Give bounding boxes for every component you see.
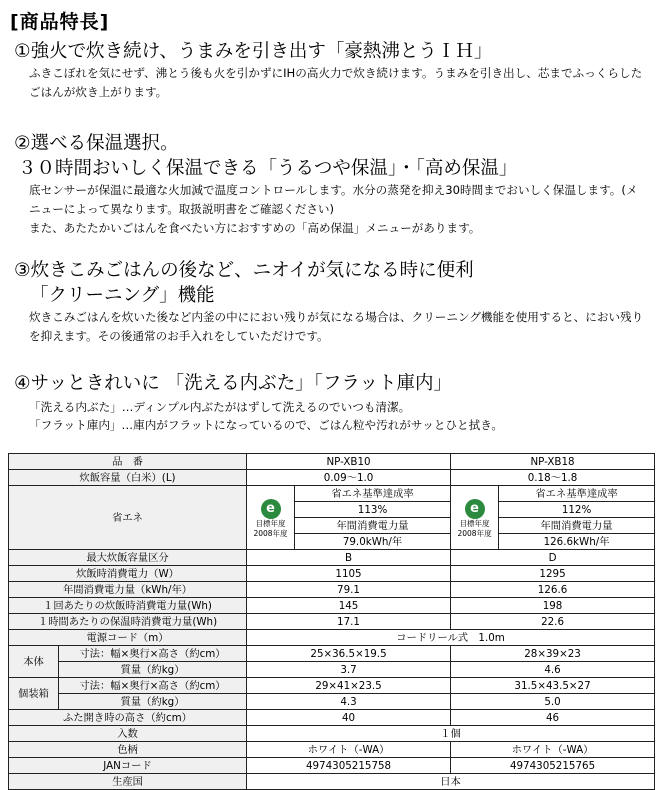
spec-value: 1105 (247, 566, 451, 582)
rate-1: 113% (295, 502, 451, 518)
feature-subtitle: 「クリーニング」機能 (30, 285, 215, 306)
feature-title: ①強火で炊き続け、うまみを引き出す「豪熱沸とうＩＨ」 (14, 41, 493, 62)
spec-value: 22.6 (451, 614, 655, 630)
capacity-2: 0.18～1.8 (451, 470, 655, 486)
pkg-dims-label: 寸法：幅×奥行×高さ（約cm） (59, 678, 247, 694)
table-row (9, 454, 655, 470)
feature-title: ③炊きこみごはんの後など、ニオイが気になる時に便利 (14, 260, 474, 281)
cord-label: 電源コード（m） (9, 630, 247, 646)
quantity-label: 入数 (9, 726, 247, 742)
pkg-dims-1: 29×41×23.5 (247, 678, 451, 694)
pkg-weight-2: 5.0 (451, 694, 655, 710)
eco-caption: 目標年度 (255, 518, 286, 528)
spec-value: 198 (451, 598, 655, 614)
weight-1: 3.7 (247, 662, 451, 678)
lid-2: 46 (451, 710, 655, 726)
jan-label: JANコード (9, 758, 247, 774)
feature-2 (14, 131, 649, 238)
table-row (9, 662, 655, 678)
table-row (9, 582, 655, 598)
table-row (9, 694, 655, 710)
color-label: 色柄 (9, 742, 247, 758)
model-1: NP-XB10 (247, 454, 451, 470)
origin-label: 生産国 (9, 774, 247, 790)
feature-sub-2: 「フラット庫内」…庫内がフラットになっているので、ごはん粒や汚れがサッとひと拭き。 (29, 418, 503, 432)
spec-label: 年間消費電力量（kWh/年） (9, 582, 247, 598)
table-row (9, 614, 655, 630)
eco-mark-icon: e (261, 499, 281, 519)
feature-body-2: また、あたたかいごはんを食べたい方におすすめの「高め保温」メニューがあります。 (29, 221, 481, 235)
color-1: ホワイト（-WA） (247, 742, 451, 758)
pkg-dims-2: 31.5×43.5×27 (451, 678, 655, 694)
feature-body: 炊きこみごはんを炊いた後など内釜の中ににおい残りが気になる場合は、クリーニング機能を使用すると、におい残りを抑えます。その後通常のお手入れをしていただけです。 (29, 310, 644, 343)
jan-1: 4974305215758 (247, 758, 451, 774)
spec-value: 79.1 (247, 582, 451, 598)
spec-label: １時間あたりの保温時消費電力量(Wh) (9, 614, 247, 630)
table-row (9, 630, 655, 646)
table-row (9, 550, 655, 566)
feature-title: ④サッときれいに 「洗える内ぶた」「フラット庫内」 (14, 373, 452, 394)
table-row (9, 726, 655, 742)
eco-caption: 2008年度 (253, 528, 288, 538)
table-row (9, 646, 655, 662)
energy-label: 省エネ (9, 486, 247, 550)
spec-table (8, 453, 655, 790)
feature-title: ②選べる保温選択。 (14, 133, 179, 154)
annual-label-1: 年間消費電力量 (295, 518, 451, 534)
annual-1: 79.0kWh/年 (295, 534, 451, 550)
color-2: ホワイト（-WA） (451, 742, 655, 758)
capacity-label: 炊飯容量（白米）(L) (9, 470, 247, 486)
eco-caption: 目標年度 (459, 518, 490, 528)
annual-2: 126.6kWh/年 (499, 534, 655, 550)
pkg-weight-1: 4.3 (247, 694, 451, 710)
lid-1: 40 (247, 710, 451, 726)
spec-value: 17.1 (247, 614, 451, 630)
dims-2: 28×39×23 (451, 646, 655, 662)
feature-3 (14, 258, 649, 346)
dims-1: 25×36.5×19.5 (247, 646, 451, 662)
model-label: 品 番 (9, 454, 247, 470)
rate-2: 112% (499, 502, 655, 518)
section-header: [商品特長] (10, 11, 110, 33)
spec-value: 1295 (451, 566, 655, 582)
rate-label-2: 省エネ基準達成率 (499, 486, 655, 502)
weight-2: 4.6 (451, 662, 655, 678)
spec-value: D (451, 550, 655, 566)
feature-body: ふきこぼれを気にせず、沸とう後も火を引かずにIHの高火力で炊き続けます。うまみを引き出し、芯までふっくらしたごはんが炊き上がります。 (29, 66, 643, 99)
spec-value: 145 (247, 598, 451, 614)
feature-1 (14, 39, 649, 102)
main-body-label: 本体 (9, 646, 59, 678)
spec-value: B (247, 550, 451, 566)
rate-label-1: 省エネ基準達成率 (295, 486, 451, 502)
lid-label: ふた開き時の高さ（約cm） (9, 710, 247, 726)
eco-mark-1 (247, 486, 295, 550)
annual-label-2: 年間消費電力量 (499, 518, 655, 534)
dims-label: 寸法：幅×奥行×高さ（約cm） (59, 646, 247, 662)
feature-4 (14, 371, 503, 434)
table-row (9, 710, 655, 726)
weight-label: 質量（約kg） (59, 662, 247, 678)
table-row (9, 678, 655, 694)
table-row (9, 774, 655, 790)
spec-value: 126.6 (451, 582, 655, 598)
eco-mark-2 (451, 486, 499, 550)
capacity-1: 0.09～1.0 (247, 470, 451, 486)
jan-2: 4974305215765 (451, 758, 655, 774)
pkg-weight-label: 質量（約kg） (59, 694, 247, 710)
spec-label: 最大炊飯容量区分 (9, 550, 247, 566)
table-row (9, 742, 655, 758)
quantity-value: １個 (247, 726, 655, 742)
table-row (9, 470, 655, 486)
model-2: NP-XB18 (451, 454, 655, 470)
feature-sub-1: 「洗える内ぶた」…ディンプル内ぶたがはずして洗えるのでいつも清潔。 (29, 400, 411, 414)
eco-mark-icon: e (465, 499, 485, 519)
spec-label: 炊飯時消費電力（W） (9, 566, 247, 582)
package-label: 個装箱 (9, 678, 59, 710)
eco-caption: 2008年度 (457, 528, 492, 538)
table-row (9, 598, 655, 614)
cord-value: コードリール式 1.0m (247, 630, 655, 646)
table-row (9, 758, 655, 774)
origin-value: 日本 (247, 774, 655, 790)
table-row (9, 566, 655, 582)
feature-body: 底センサーが保温に最適な火加減で温度コントロールします。水分の蒸発を抑え30時間までおいしく保温します。(メニューによって異なります。取扱説明書をご確認ください) (29, 183, 638, 216)
feature-subtitle: ３０時間おいしく保温できる「うるつや保温」・「高め保温」 (18, 158, 518, 179)
spec-label: １回あたりの炊飯時消費電力量(Wh) (9, 598, 247, 614)
table-row (9, 486, 655, 502)
